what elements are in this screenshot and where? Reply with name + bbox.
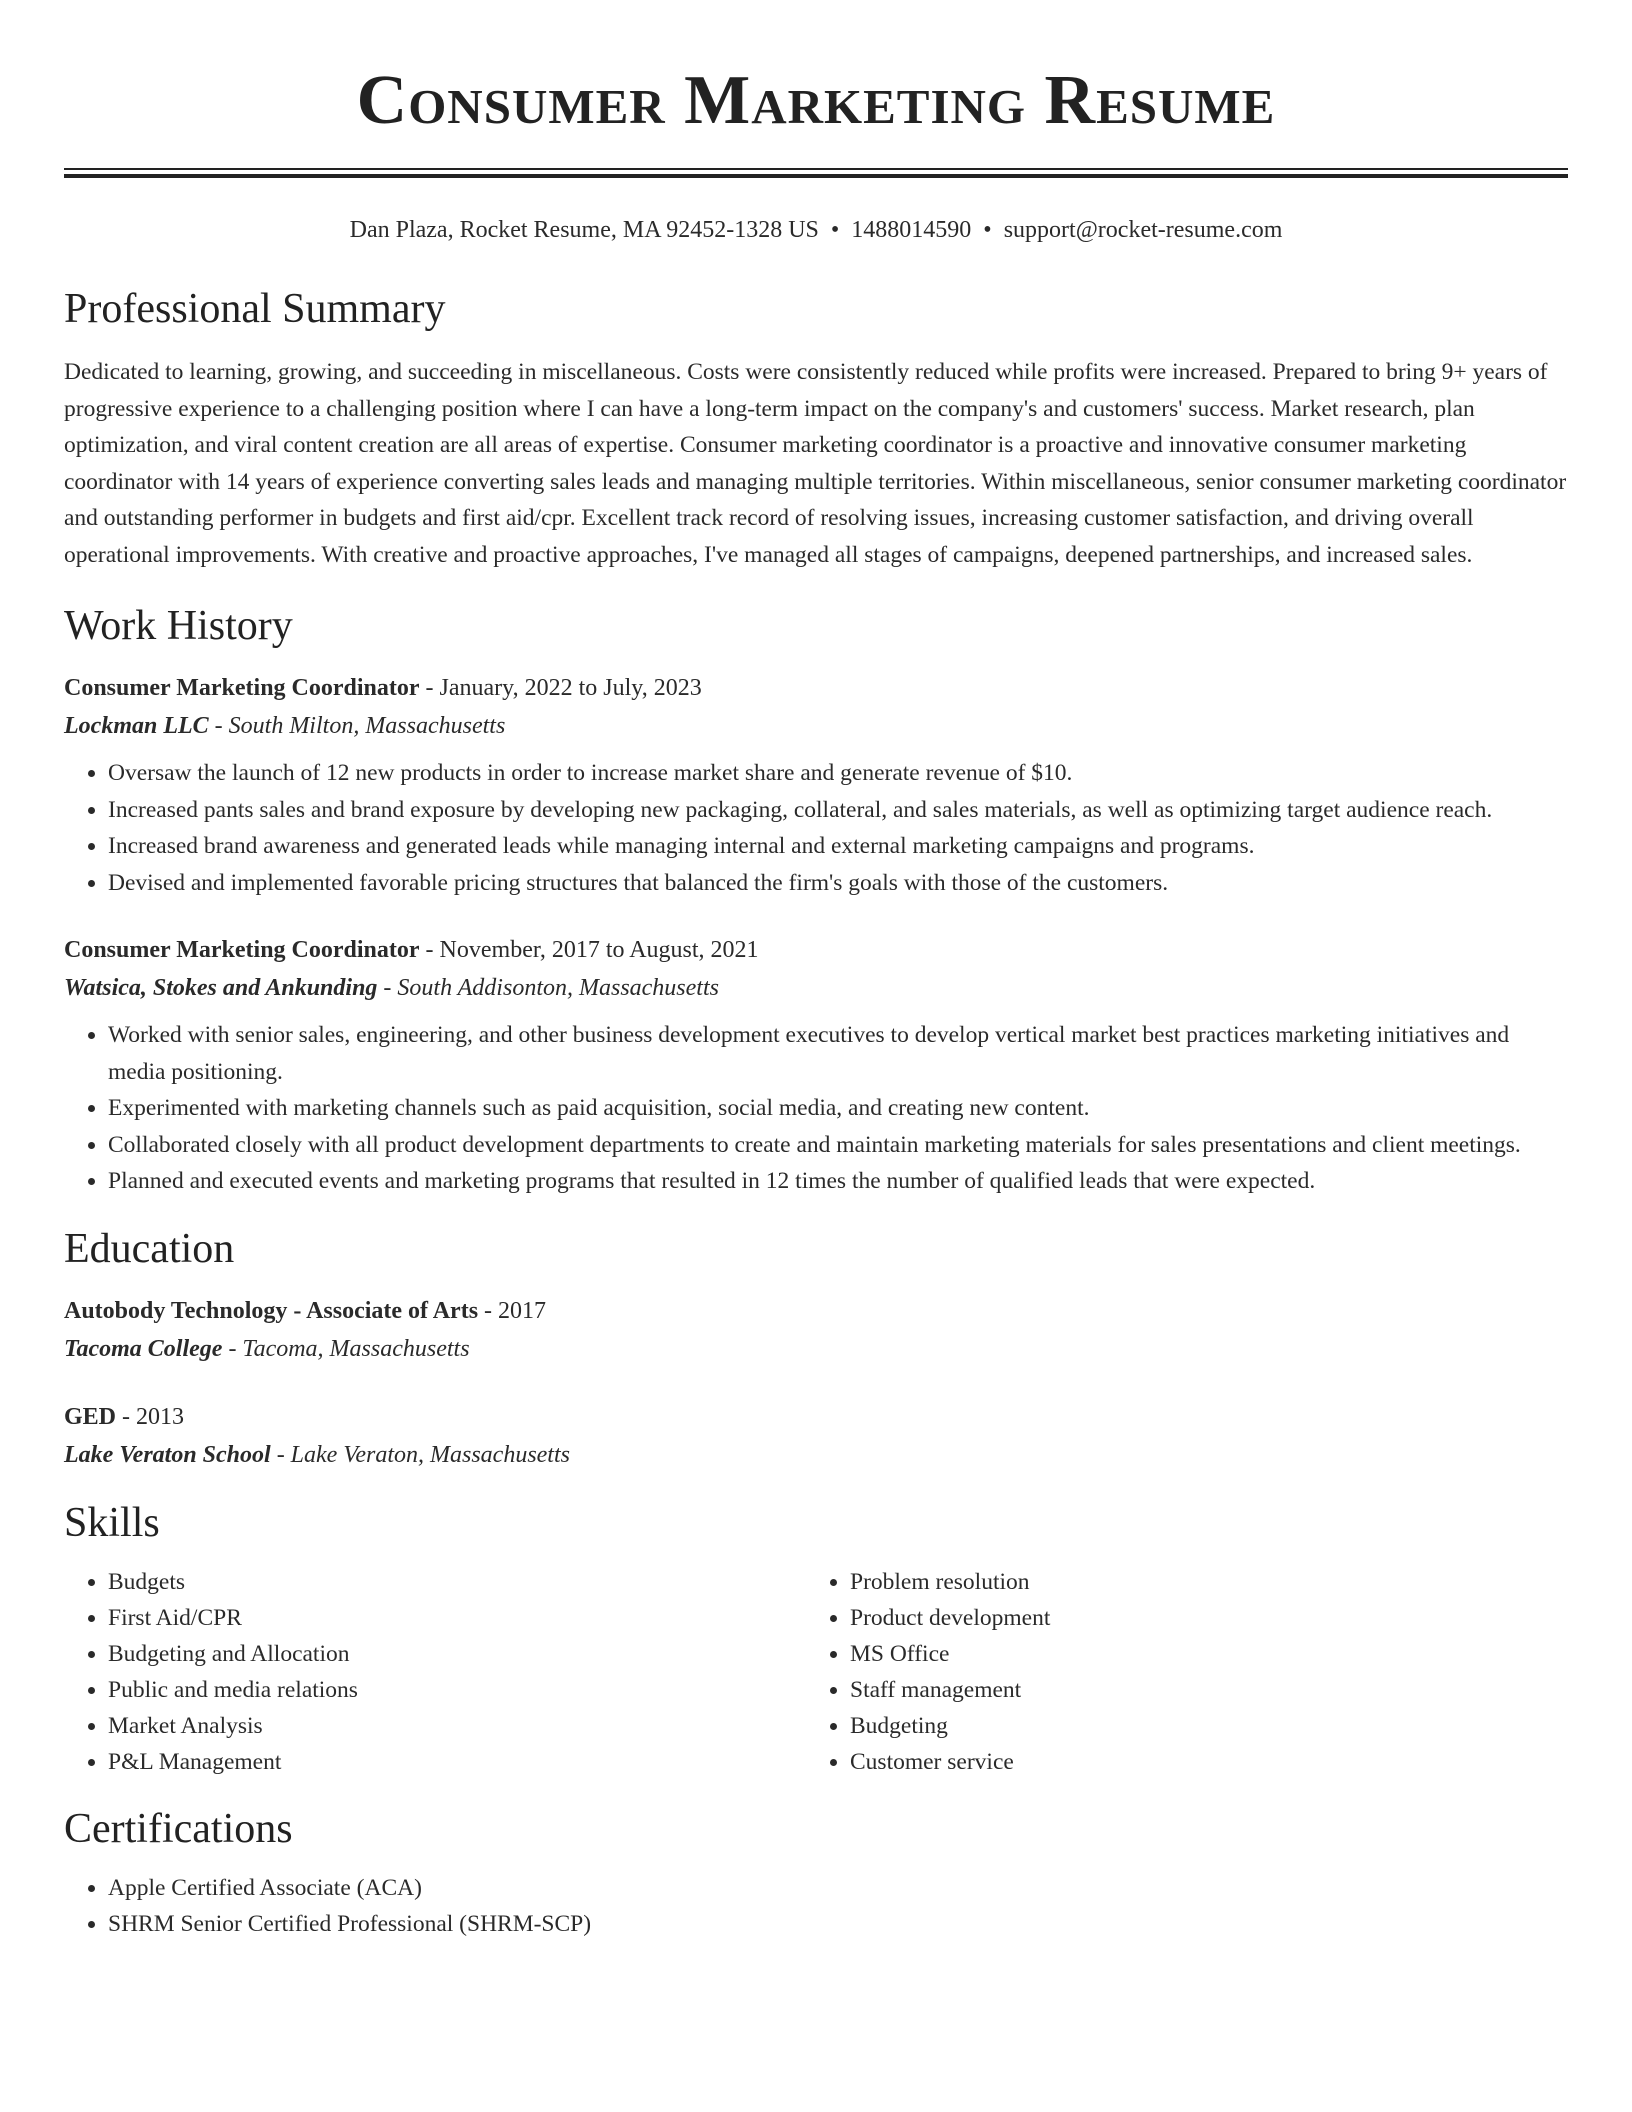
school-name: Tacoma College <box>64 1335 223 1362</box>
company-line <box>64 707 1568 745</box>
skills-heading: Skills <box>64 1499 160 1546</box>
skill-item: • Product development <box>850 1600 1548 1636</box>
job-title: Consumer Marketing Coordinator <box>64 937 420 963</box>
company-name: Watsica, Stokes and Ankunding <box>64 975 378 1001</box>
job-bullet: • Oversaw the launch of 12 new products in order to increase market share and generate revenue of $10. <box>108 755 1568 792</box>
degree-year: - 2017 <box>478 1297 547 1324</box>
contact-separator: • <box>830 217 840 243</box>
contact-separator: • <box>983 217 992 243</box>
education-entry <box>64 1398 1568 1474</box>
skill-item: • Staff management <box>850 1672 1548 1708</box>
education-heading: Education <box>64 1225 235 1272</box>
summary-heading: Professional Summary <box>64 286 446 332</box>
degree-year: - 2013 <box>116 1403 185 1430</box>
summary-text: Dedicated to learning, growing, and succeeding in miscellaneous. Costs were consistently reduced while profits were increased. Prepared to bring 9+ years of progressive experience to a challenging position where I can have a long-term impact on the company's and customers' success. Market research, plan optimization, and viral content creation are all areas of expertise. Consumer marketing coordinator is a proactive and innovative consumer marketing coordinator with 14 years of experience converting sales leads and managing multiple territories. Within miscellaneous, senior consumer marketing coordinator and outstanding performer in budgets and first aid/cpr. Excellent track record of resolving issues, increasing customer satisfaction, and driving overall operational improvements. With creative and proactive approaches, I've managed all stages of campaigns, deepened partnerships, and increased sales. <box>64 359 1567 568</box>
school-name: Lake Veraton School <box>64 1441 271 1468</box>
school-line <box>64 1436 1568 1474</box>
company-name: Lockman LLC <box>64 713 209 739</box>
skill-item: • MS Office <box>850 1636 1548 1672</box>
skill-item: • Market Analysis <box>108 1708 806 1744</box>
job-bullet: • Devised and implemented favorable pricing structures that balanced the firm's goals with those of the customers. <box>108 865 1568 902</box>
title-divider <box>64 168 1568 178</box>
degree-name: Autobody Technology - Associate of Arts <box>64 1297 479 1324</box>
school-location: - Tacoma, Massachusetts <box>222 1335 470 1362</box>
skills-columns <box>64 1564 1568 1780</box>
company-location: - South Addisonton, Massachusetts <box>377 975 719 1001</box>
company-location: - South Milton, Massachusetts <box>208 713 506 739</box>
job-bullet: • Planned and executed events and marketing programs that resulted in 12 times the number of qualified leads that were expected. <box>108 1163 1568 1200</box>
contact-phone: 1488014590 <box>851 217 972 243</box>
job-bullets <box>64 1017 1568 1200</box>
resume-title: Consumer Marketing Resume <box>356 62 1276 139</box>
certifications-list <box>64 1870 1568 1942</box>
skill-item: • Problem resolution <box>850 1564 1548 1600</box>
skill-item: • First Aid/CPR <box>108 1600 806 1636</box>
job-bullet: • Collaborated closely with all product development departments to create and maintain marketing materials for sales presentations and client meetings. <box>108 1127 1568 1164</box>
job-entry <box>64 669 1568 901</box>
skill-item: • Public and media relations <box>108 1672 806 1708</box>
work-history-heading: Work History <box>64 603 293 649</box>
skills-list-left <box>64 1564 806 1780</box>
contact-address: Dan Plaza, Rocket Resume, MA 92452-1328 US <box>349 217 819 243</box>
job-bullet: • Increased brand awareness and generated leads while managing internal and external marketing campaigns and programs. <box>108 828 1568 865</box>
job-dates: - January, 2022 to July, 2023 <box>419 675 702 701</box>
job-entry <box>64 931 1568 1200</box>
degree-name: GED <box>64 1403 117 1430</box>
degree-line <box>64 1292 1568 1330</box>
job-title: Consumer Marketing Coordinator <box>64 675 420 701</box>
degree-line <box>64 1398 1568 1436</box>
school-location: - Lake Veraton, Massachusetts <box>270 1441 570 1468</box>
company-line <box>64 969 1568 1007</box>
skill-item: • P&L Management <box>108 1744 806 1780</box>
education-entry <box>64 1292 1568 1368</box>
certification-item: • Apple Certified Associate (ACA) <box>108 1870 1568 1906</box>
certifications-heading: Certifications <box>64 1805 293 1852</box>
school-line <box>64 1330 1568 1368</box>
job-bullets <box>64 755 1568 901</box>
contact-email: support@rocket-resume.com <box>1003 217 1283 243</box>
job-bullet: • Increased pants sales and brand exposure by developing new packaging, collateral, and sales materials, as well as optimizing target audience reach. <box>108 792 1568 829</box>
skill-item: • Customer service <box>850 1744 1548 1780</box>
skill-item: • Budgeting <box>850 1708 1548 1744</box>
skills-list-right <box>806 1564 1548 1780</box>
job-bullet: • Experimented with marketing channels such as paid acquisition, social media, and creating new content. <box>108 1090 1568 1127</box>
job-title-line <box>64 669 1568 707</box>
skill-item: • Budgeting and Allocation <box>108 1636 806 1672</box>
certification-item: • SHRM Senior Certified Professional (SHRM-SCP) <box>108 1906 1568 1942</box>
skill-item: • Budgets <box>108 1564 806 1600</box>
job-bullet: • Worked with senior sales, engineering, and other business development executives to develop vertical market best practices marketing initiatives and media positioning. <box>108 1017 1568 1090</box>
job-dates: - November, 2017 to August, 2021 <box>419 937 759 963</box>
job-title-line <box>64 931 1568 969</box>
contact-line <box>64 214 1568 246</box>
